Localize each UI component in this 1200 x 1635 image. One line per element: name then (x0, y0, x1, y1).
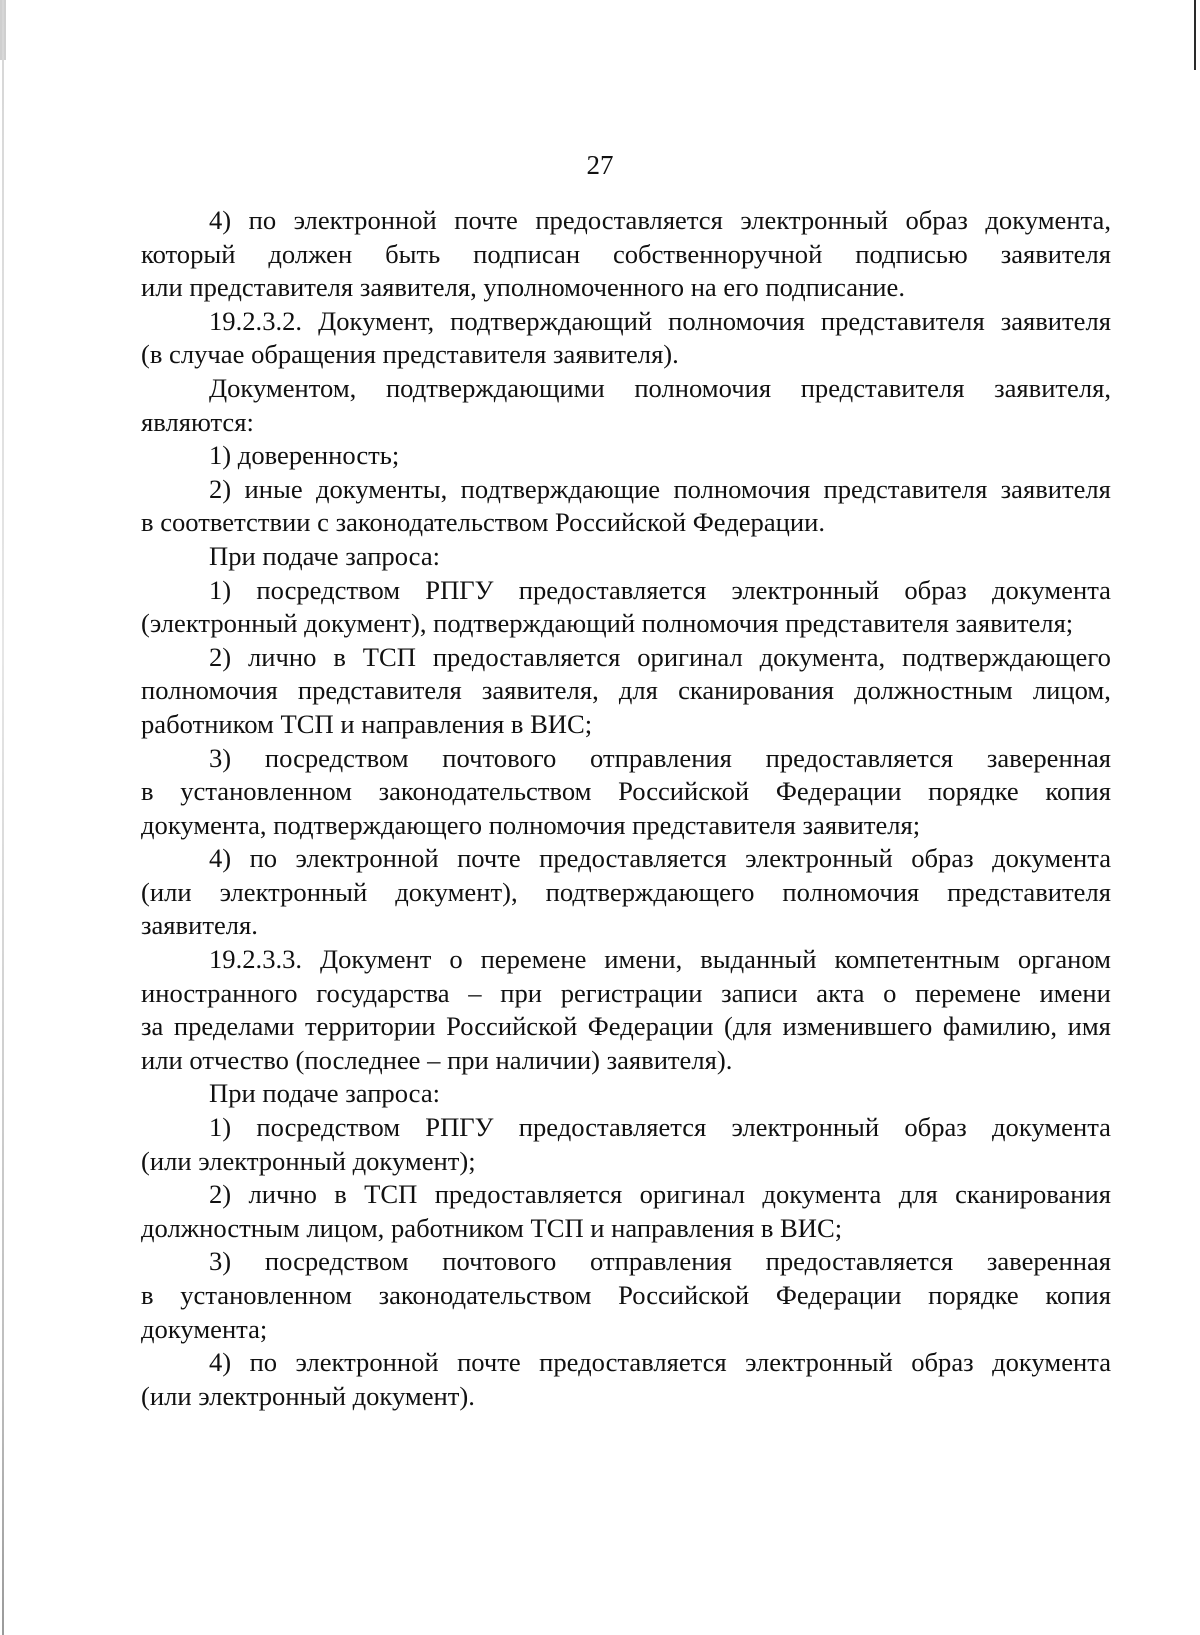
text-line: полномочия представителя заявителя, для сканирования должностным лицом, (141, 675, 1111, 706)
text-line: или представителя заявителя, уполномоченного на его подписание. (141, 272, 905, 303)
paragraph (141, 742, 1111, 843)
text-line: (электронный документ), подтверждающий полномочия представителя заявителя; (141, 608, 1074, 639)
text-line: (в случае обращения представителя заявителя). (141, 339, 679, 370)
scan-artifact-right-edge (1194, 0, 1196, 70)
text-line: иностранного государства – при регистрации записи акта о перемене имени (141, 977, 1111, 1008)
text-line: или отчество (последнее – при наличии) заявителя). (141, 1044, 733, 1075)
page-number: 27 (586, 150, 614, 180)
text-line: При подаче запроса: (209, 540, 441, 571)
text-line: Документом, подтверждающими полномочия представителя заявителя, (209, 372, 1111, 403)
text-line: 2) лично в ТСП предоставляется оригинал документа, подтверждающего (209, 641, 1111, 672)
paragraph (141, 1178, 1111, 1245)
text-line: 4) по электронной почте предоставляется электронный образ документа (209, 843, 1111, 874)
text-line: 19.2.3.2. Документ, подтверждающий полномочия представителя заявителя (209, 305, 1111, 336)
text-line: 4) по электронной почте предоставляется электронный образ документа, (209, 205, 1111, 235)
text-line: (или электронный документ); (141, 1145, 476, 1176)
paragraph (141, 943, 1111, 1077)
paragraph (141, 540, 1111, 574)
paragraph (141, 372, 1111, 439)
text-line: должностным лицом, работником ТСП и направления в ВИС; (141, 1212, 843, 1243)
scan-artifact-left-edge (2, 0, 4, 1635)
paragraph (141, 305, 1111, 372)
paragraph (141, 641, 1111, 742)
paragraph (141, 439, 1111, 473)
text-line: документа, подтверждающего полномочия представителя заявителя; (141, 809, 921, 840)
paragraph (141, 473, 1111, 540)
text-line: 3) посредством почтового отправления предоставляется заверенная (209, 742, 1111, 773)
text-line: являются: (141, 406, 254, 437)
text-line: 19.2.3.3. Документ о перемене имени, выданный компетентным органом (209, 944, 1111, 975)
text-line: заявителя. (141, 910, 258, 941)
paragraph (141, 842, 1111, 943)
text-line: 1) посредством РПГУ предоставляется электронный образ документа (209, 574, 1111, 605)
text-line: в установленном законодательством Российской Федерации порядке копия (141, 776, 1111, 807)
text-line: в соответствии с законодательством Российской Федерации. (141, 507, 825, 538)
text-line: документа; (141, 1313, 268, 1344)
paragraph (141, 1245, 1111, 1346)
text-line: который должен быть подписан собственноручной подписью заявителя (141, 238, 1111, 269)
text-line: в установленном законодательством Российской Федерации порядке копия (141, 1280, 1111, 1310)
paragraph (141, 204, 1111, 305)
paragraph (141, 1111, 1111, 1178)
text-line: работником ТСП и направления в ВИС; (141, 708, 593, 739)
paragraph (141, 1077, 1111, 1111)
text-line: 2) иные документы, подтверждающие полномочия представителя заявителя (209, 473, 1111, 504)
text-line: 3) посредством почтового отправления предоставляется заверенная (209, 1246, 1111, 1277)
text-line: 1) посредством РПГУ предоставляется электронный образ документа (209, 1112, 1111, 1143)
paragraph (141, 574, 1111, 641)
paragraph (141, 1346, 1111, 1413)
text-line: 2) лично в ТСП предоставляется оригинал документа для сканирования (209, 1179, 1111, 1210)
text-line: 4) по электронной почте предоставляется электронный образ документа (209, 1347, 1111, 1378)
text-line: 1) доверенность; (209, 440, 400, 471)
text-line: (или электронный документ), подтверждающего полномочия представителя (141, 876, 1111, 907)
text-line: При подаче запроса: (209, 1078, 441, 1109)
document-body (141, 204, 1111, 1413)
text-line: за пределами территории Российской Федерации (для изменившего фамилию, имя (141, 1011, 1111, 1042)
text-line: (или электронный документ). (141, 1380, 475, 1411)
